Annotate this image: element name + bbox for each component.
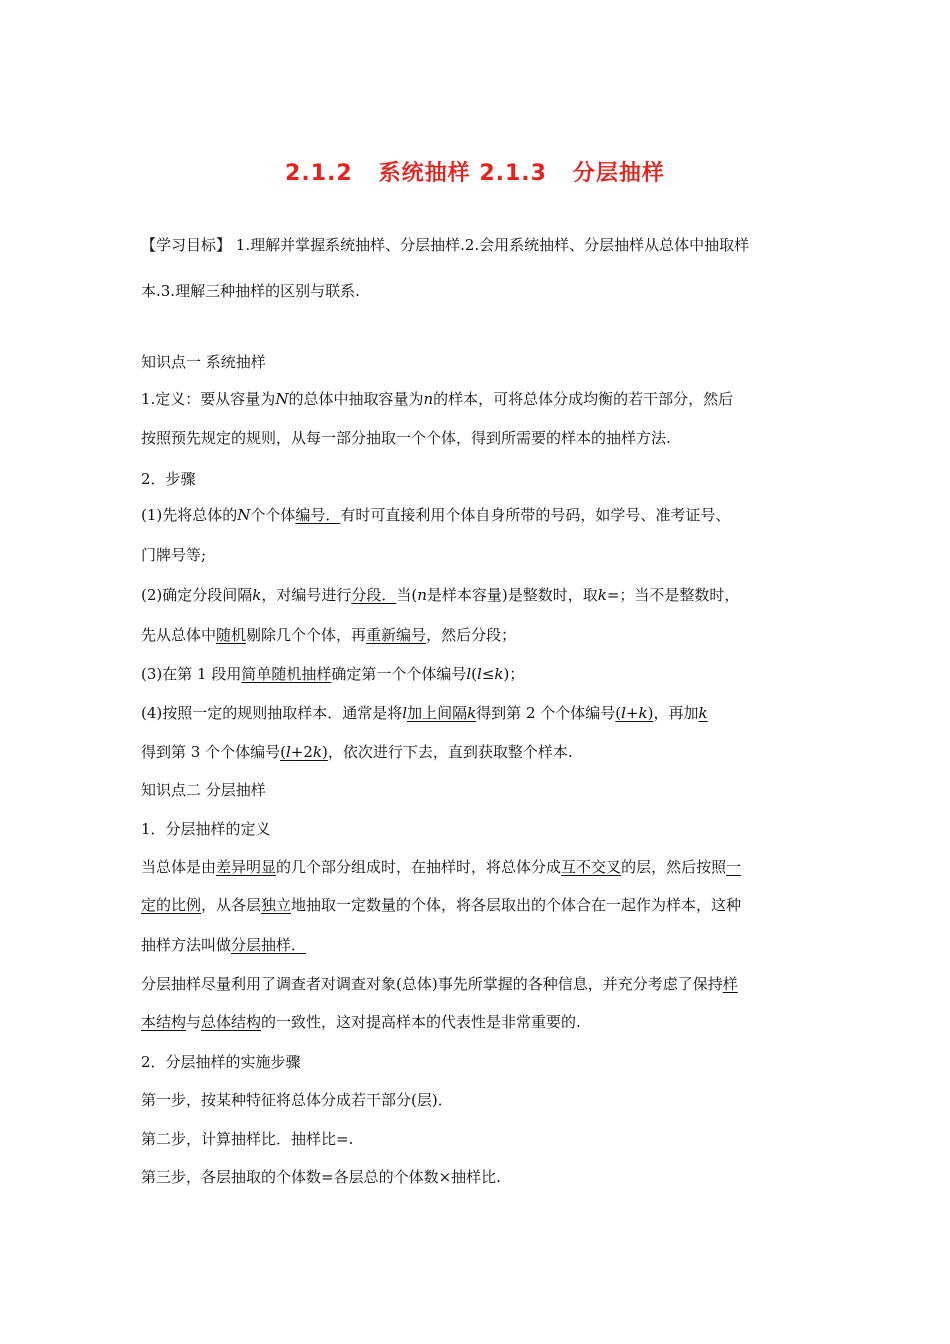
blank-answer: 定的比例 <box>141 896 202 914</box>
blank-answer: 编号． <box>295 506 341 524</box>
kp1-definition-line-1: 1.定义：要从容量为N的总体中抽取容量为n的样本，可将总体分成均衡的若干部分，然后 <box>141 390 734 408</box>
kp2-step1: 第一步，按某种特征将总体分成若干部分(层)． <box>141 1091 453 1109</box>
section-heading-kp2: 知识点二 分层抽样 <box>141 781 266 799</box>
objectives-line-1: 【学习目标】 1.理解并掌握系统抽样、分层抽样.2.会用系统抽样、分层抽样从总体中抽取样 <box>141 236 750 254</box>
kp1-step1-line-2: 门牌号等; <box>141 546 207 564</box>
kp2-definition-line-3: 抽样方法叫做分层抽样． <box>141 936 307 954</box>
kp2-definition-line-2: 定的比例，从各层独立地抽取一定数量的个体，将各层取出的个体合在一起作为样本，这种 <box>141 896 742 914</box>
blank-answer: 随机 <box>216 626 247 644</box>
kp1-steps-heading: 2．步骤 <box>141 470 196 488</box>
kp1-step2-line-2: 先从总体中随机剔除几个个体，再重新编号，然后分段； <box>141 626 517 644</box>
page-title: 2.1.2 系统抽样 2.1.3 分层抽样 <box>285 161 665 186</box>
blank-answer: 重新编号 <box>366 626 427 644</box>
blank-answer: 独立 <box>261 896 292 914</box>
blank-answer: 分层抽样． <box>231 936 307 954</box>
blank-answer: 差异明显 <box>216 858 277 876</box>
blank-answer: 分段． <box>351 586 397 604</box>
kp2-paragraph-line-2: 本结构与总体结构的一致性，这对提高样本的代表性是非常重要的. <box>141 1013 581 1031</box>
section-heading-kp1: 知识点一 系统抽样 <box>141 353 266 371</box>
kp2-step3: 第三步，各层抽取的个体数=各层总的个体数×抽样比. <box>141 1168 501 1186</box>
blank-answer: 样 <box>722 975 738 993</box>
kp1-definition-line-2: 按照预先规定的规则，从每一部分抽取一个个体，得到所需要的样本的抽样方法. <box>141 429 671 447</box>
kp1-step3: (3)在第 1 段用简单随机抽样确定第一个个体编号l(l≤k)； <box>141 665 525 683</box>
kp1-step4-line-1: (4)按照一定的规则抽取样本．通常是将l加上间隔k得到第 2 个个体编号(l+k)，再加k <box>141 704 708 722</box>
blank-answer: (l+k) <box>615 704 654 722</box>
blank-answer: 本结构 <box>141 1013 187 1031</box>
kp2-step2: 第二步，计算抽样比．抽样比=. <box>141 1130 354 1148</box>
kp2-steps-heading: 2．分层抽样的实施步骤 <box>141 1053 301 1071</box>
blank-answer: 互不交叉 <box>561 858 622 876</box>
objectives-line-2: 本.3.理解三种抽样的区别与联系. <box>141 282 360 300</box>
blank-answer: 一 <box>726 858 742 876</box>
blank-answer: (l+2k) <box>280 743 328 761</box>
kp1-step2-line-1: (2)确定分段间隔k，对编号进行分段．当(n是样本容量)是整数时，取k=；当不是整数时， <box>141 586 740 604</box>
kp2-paragraph-line-1: 分层抽样尽量利用了调查者对调查对象(总体)事先所掌握的各种信息，并充分考虑了保持样 <box>141 975 738 993</box>
kp2-definition-line-1: 当总体是由差异明显的几个部分组成时，在抽样时，将总体分成互不交叉的层，然后按照一 <box>141 858 742 876</box>
kp1-step4-line-2: 得到第 3 个个体编号(l+2k)，依次进行下去，直到获取整个样本. <box>141 743 573 761</box>
kp2-definition-heading: 1．分层抽样的定义 <box>141 820 271 838</box>
blank-answer: 加上间隔k <box>407 704 477 722</box>
blank-answer: k <box>698 704 708 722</box>
objectives-tag: 【学习目标】 <box>141 236 232 254</box>
blank-answer: 总体结构 <box>201 1013 262 1031</box>
blank-answer: 简单随机抽样 <box>241 665 332 683</box>
kp1-step1-line-1: (1)先将总体的N个个体编号．有时可直接利用个体自身所带的号码，如学号、准考证号、 <box>141 506 731 524</box>
